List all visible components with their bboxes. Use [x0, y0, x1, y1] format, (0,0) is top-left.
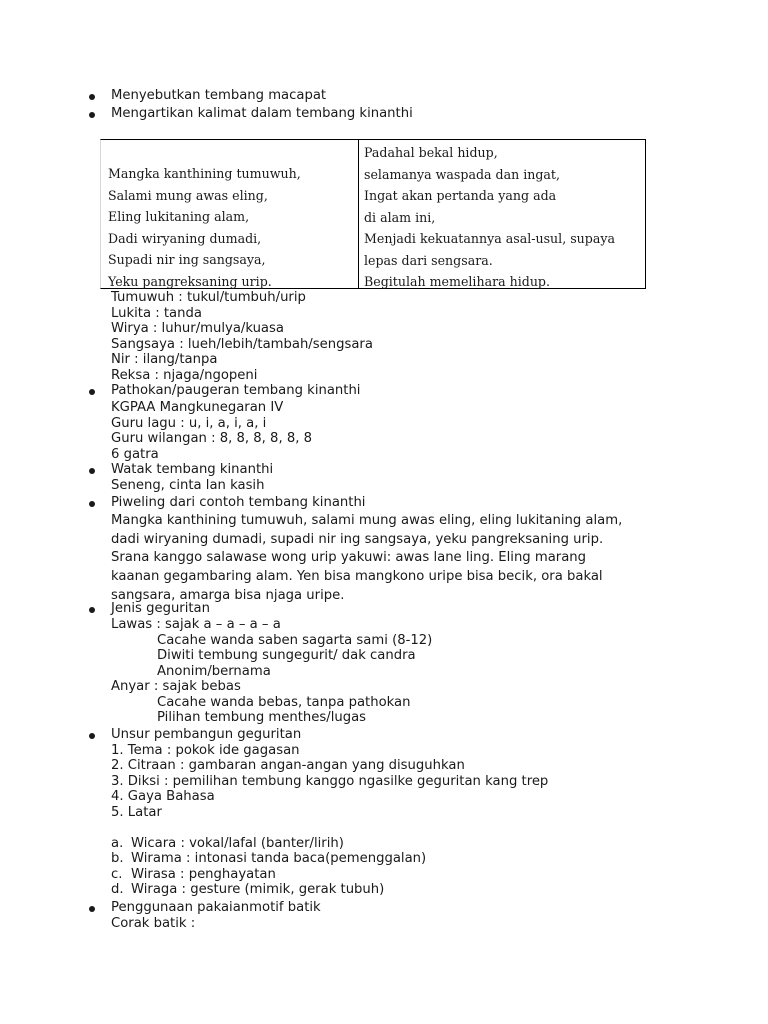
vocab-item: Lukita : tanda: [111, 305, 202, 321]
translation-line: Padahal bekal hidup,: [364, 145, 498, 160]
vocab-item: Reksa : njaga/ngopeni: [111, 367, 258, 383]
translation-line: Ingat akan pertanda yang ada: [364, 188, 557, 203]
vocab-item: Nir : ilang/tanpa: [111, 352, 218, 367]
lawas-item: Cacahe wanda saben sagarta sami (8-12): [157, 632, 433, 648]
bullet-menyebutkan: Menyebutkan tembang macapat: [111, 88, 327, 103]
paragraph-line: Mangka kanthining tumuwuh, salami mung awas eling, eling lukitaning alam,: [111, 513, 623, 528]
list-marker: a.: [111, 835, 124, 851]
piweling-paragraph: [111, 512, 686, 606]
watak-text: Seneng, cinta lan kasih: [111, 478, 265, 493]
list-marker: b.: [111, 851, 124, 866]
poem-line: Eling lukitaning alam,: [108, 209, 250, 224]
list-marker: d.: [111, 882, 124, 897]
bullet-dot: [89, 906, 95, 912]
unsur-lettered-item: [111, 836, 344, 852]
poem-line: Dadi wiryaning dumadi,: [108, 230, 262, 246]
pathokan-line: Guru wilangan : 8, 8, 8, 8, 8, 8: [111, 431, 312, 446]
vocab-item: Wirya : luhur/mulya/kuasa: [111, 321, 284, 336]
jenis-lawas: Lawas : sajak a – a – a – a: [111, 617, 281, 632]
bullet-dot: [89, 501, 95, 507]
list-text: Wirasa : penghayatan: [131, 866, 276, 882]
unsur-lettered-item: [111, 882, 384, 898]
poem-line: Yeku pangreksaning urip.: [108, 273, 272, 289]
anyar-item: Cacahe wanda bebas, tanpa pathokan: [157, 694, 411, 710]
pathokan-line: Guru lagu : u, i, a, i, a, i: [111, 415, 267, 431]
bullet-dot: [89, 389, 95, 395]
bullet-dot: [89, 733, 95, 739]
lawas-item: Diwiti tembung sungegurit/ dak candra: [157, 648, 416, 663]
piweling-heading: Piweling dari contoh tembang kinanthi: [111, 495, 366, 510]
unsur-lettered-item: [111, 867, 276, 883]
poem-table: [100, 139, 646, 289]
bullet-dot: [89, 112, 95, 118]
anyar-item: Pilihan tembung menthes/lugas: [157, 710, 367, 725]
unsur-numbered-item: 2. Citraan : gambaran angan-angan yang disuguhkan: [111, 758, 465, 773]
list-text: Wiraga : gesture (mimik, gerak tubuh): [131, 882, 385, 897]
bullet-dot: [89, 468, 95, 474]
paragraph-line: dadi wiryaning dumadi, supadi nir ing sangsaya, yeku pangreksaning urip.: [111, 531, 604, 547]
jenis-heading: Jenis geguritan: [111, 601, 210, 616]
translation-line: Begitulah memelihara hidup.: [364, 274, 550, 289]
poem-line: Mangka kanthining tumuwuh,: [108, 166, 301, 181]
unsur-numbered-item: 1. Tema : pokok ide gagasan: [111, 742, 300, 758]
unsur-lettered-item: [111, 851, 426, 867]
unsur-numbered-item: 3. Diksi : pemilihan tembung kanggo ngasilke geguritan kang trep: [111, 773, 549, 789]
unsur-numbered-item: 4. Gaya Bahasa: [111, 789, 215, 804]
list-text: Wicara : vokal/lafal (banter/lirih): [131, 835, 344, 851]
poem-javanese-column: [108, 163, 301, 292]
bullet-dot: [89, 94, 95, 100]
translation-line: selamanya waspada dan ingat,: [364, 166, 560, 182]
pathokan-line: 6 gatra: [111, 446, 159, 462]
paragraph-line: sangsara, amarga bisa njaga uripe.: [111, 587, 345, 603]
paragraph-line: kaanan gegambaring alam. Yen bisa mangkono uripe bisa becik, ora bakal: [111, 569, 603, 585]
vocab-item: Tumuwuh : tukul/tumbuh/urip: [111, 290, 306, 305]
poem-indonesian-column: [364, 142, 615, 293]
unsur-numbered-item: 5. Latar: [111, 804, 162, 820]
vocab-item: Sangsaya : lueh/lebih/tambah/sengsara: [111, 336, 373, 352]
watak-heading: Watak tembang kinanthi: [111, 462, 274, 477]
batik-text: Corak batik :: [111, 916, 196, 931]
batik-heading: Penggunaan pakaianmotif batik: [111, 900, 321, 915]
translation-line: lepas dari sengsara.: [364, 252, 493, 268]
bullet-dot: [89, 607, 95, 613]
list-text: Wirama : intonasi tanda baca(pemenggalan): [131, 851, 427, 866]
bullet-mengartikan: Mengartikan kalimat dalam tembang kinanthi: [111, 106, 413, 121]
jenis-anyar: Anyar : sajak bebas: [111, 679, 241, 694]
paragraph-line: Srana kanggo salawase wong urip yakuwi: awas lane ling. Eling marang: [111, 550, 587, 566]
lawas-item: Anonim/bernama: [157, 663, 271, 679]
table-divider: [358, 140, 359, 288]
translation-line: Menjadi kekuatannya asal-usul, supaya: [364, 231, 615, 246]
list-marker: c.: [111, 866, 123, 882]
pathokan-line: KGPAA Mangkunegaran IV: [111, 400, 284, 415]
pathokan-heading: Pathokan/paugeran tembang kinanthi: [111, 383, 361, 398]
unsur-heading: Unsur pembangun geguritan: [111, 727, 302, 742]
translation-line: di alam ini,: [364, 209, 436, 225]
poem-line: Supadi nir ing sangsaya,: [108, 252, 266, 267]
poem-line: Salami mung awas eling,: [108, 187, 268, 203]
